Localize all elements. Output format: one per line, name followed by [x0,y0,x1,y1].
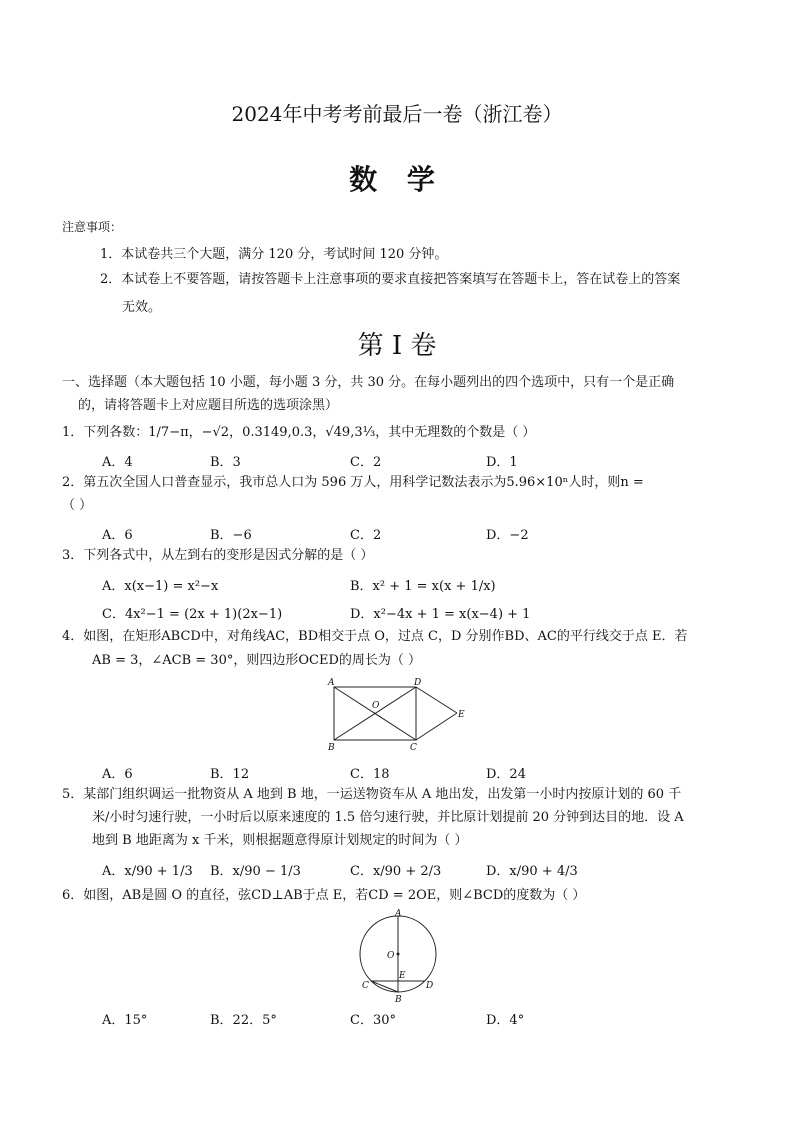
question-3-stem: 3．下列各式中，从左到右的变形是因式分解的是（ ） [62,548,374,563]
fig4-label-d: D [414,678,422,688]
question-2-option-a[interactable]: A．6 [102,528,133,543]
question-4-option-c[interactable]: C．18 [350,767,390,782]
question-6-figure [354,908,444,1004]
question-5-option-d[interactable]: D．x/90 + 4/3 [486,864,578,879]
question-3-option-b[interactable]: B．x² + 1 = x(x + 1/x) [350,579,496,594]
notes-heading: 注意事项： [62,220,123,234]
fig4-label-a: A [328,678,335,688]
question-1-option-c[interactable]: C．2 [350,455,382,470]
question-6-option-a[interactable]: A．15° [102,1013,148,1028]
section-heading-line2: 的，请将答题卡上对应题目所选的选项涂黑） [78,398,339,413]
question-5-option-b[interactable]: B．x/90 − 1/3 [210,864,301,879]
question-3-option-a[interactable]: A．x(x−1) = x²−x [102,579,219,594]
note-item-1: 1．本试卷共三个大题，满分 120 分，考试时间 120 分钟。 [100,247,448,262]
question-4-stem-line2: AB = 3，∠ACB = 30°，则四边形OCED的周长为（ ） [92,653,421,668]
fig4-label-c: C [410,743,417,752]
question-4-stem-line1: 4．如图，在矩形ABCD中，对角线AC，BD相交于点 O，过点 C，D 分别作BD、AC的平行线交于点 E．若 [62,629,688,644]
fig6-label-d: D [426,981,434,991]
question-6-option-d[interactable]: D．4° [486,1013,525,1028]
fig4-label-b: B [328,743,335,752]
question-4-option-a[interactable]: A．6 [102,767,133,782]
question-5-stem-line3: 地到 B 地距离为 x 千米，则根据题意得原计划规定的时间为（ ） [92,833,468,848]
fig6-label-a: A [395,909,402,919]
fig6-label-e: E [399,971,406,981]
question-3-option-c[interactable]: C．4x²−1 = (2x + 1)(2x−1) [102,607,283,622]
question-4-figure [322,676,472,752]
question-6-option-c[interactable]: C．30° [350,1013,396,1028]
note-item-2-cont: 无效。 [122,300,162,315]
question-1-option-a[interactable]: A．4 [102,455,133,470]
question-2-stem-line2: （ ） [62,498,93,513]
fig6-label-b: B [395,995,402,1004]
question-2-option-d[interactable]: D．−2 [486,528,529,543]
question-4-option-b[interactable]: B．12 [210,767,250,782]
volume-title: 第 I 卷 [357,331,437,361]
question-1-stem: 1．下列各数：1/7−π，−√2，0.3149,0.3，√49,3⅓，其中无理数的个数是（ ） [62,425,536,440]
fig6-label-o: O [387,951,395,961]
fig4-label-o: O [372,701,380,711]
question-1-option-b[interactable]: B．3 [210,455,241,470]
question-4-option-d[interactable]: D．24 [486,767,526,782]
question-5-stem-line1: 5．某部门组织调运一批物资从 A 地到 B 地，一运送物资车从 A 地出发，出发第一小时内按原计划的 60 千 [62,787,682,802]
question-2-option-c[interactable]: C．2 [350,528,382,543]
question-5-stem-line2: 米/小时匀速行驶，一小时后以原来速度的 1.5 倍匀速行驶，并比原计划提前 20 分钟到达目的地．设 A [92,810,684,825]
fig6-label-c: C [362,981,369,991]
question-1-option-d[interactable]: D．1 [486,455,518,470]
question-2-stem-line1: 2．第五次全国人口普查显示，我市总人口为 596 万人，用科学记数法表示为5.96×10ⁿ人时，则n = [62,475,644,490]
exam-title: 2024年中考考前最后一卷（浙江卷） [231,102,563,126]
question-3-option-d[interactable]: D．x²−4x + 1 = x(x−4) + 1 [350,607,531,622]
question-5-option-c[interactable]: C．x/90 + 2/3 [350,864,442,879]
question-5-option-a[interactable]: A．x/90 + 1/3 [102,864,193,879]
fig4-label-e: E [458,710,465,720]
subject-title: 数 学 [349,163,445,196]
note-item-2: 2．本试卷上不要答题，请按答题卡上注意事项的要求直接把答案填写在答题卡上，答在试卷上的答案 [100,272,681,287]
section-heading-line1: 一、选择题（本大题包括 10 小题，每小题 3 分，共 30 分。在每小题列出的四个选项中，只有一个是正确 [62,375,675,390]
question-6-stem: 6．如图，AB是圆 O 的直径，弦CD⊥AB于点 E，若CD = 2OE，则∠BCD的度数为（ ） [62,888,586,903]
question-2-option-b[interactable]: B．−6 [210,528,252,543]
question-6-option-b[interactable]: B．22．5° [210,1013,277,1028]
